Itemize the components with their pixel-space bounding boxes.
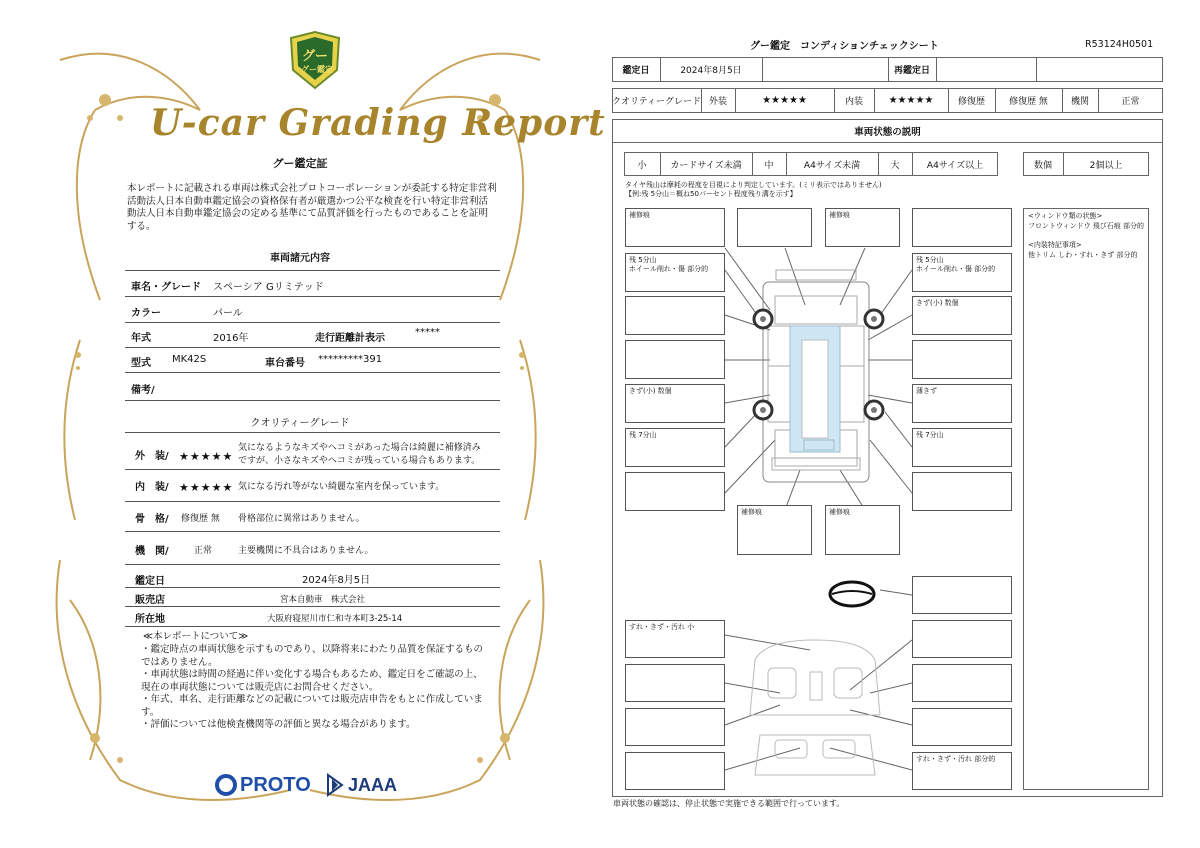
jaaa-logo (326, 771, 397, 799)
rt-box-7: 残 7分山 (912, 428, 1012, 467)
sheet-footer: 車両状態の確認は、停止状態で実施できる範囲で行っています。 (613, 799, 845, 808)
condition-heading: 車両状態の説明 (854, 127, 921, 138)
chassis-label: 車台番号 (265, 358, 305, 369)
color-label: カラー (131, 308, 161, 319)
size-small-label: 小 (637, 160, 647, 171)
engine-value: 正常 (194, 546, 213, 556)
in-box-1: すれ・きず・汚れ 小 (625, 620, 725, 658)
size-large-desc: A4サイズ以上 (926, 160, 984, 171)
count-label: 数個 (1033, 160, 1052, 171)
lt-box-1: 補修痕 (625, 208, 725, 247)
condition-check-sheet (600, 0, 1200, 848)
rt-box-1 (912, 208, 1012, 247)
size-mid-label: 中 (764, 160, 774, 171)
address-value: 大阪府寝屋川市仁和寺本町3-25-14 (267, 614, 403, 624)
note-item: ・鑑定時点の車両状態を示すものであり、以降将来にわたり品質を保証するものではありません。 (141, 644, 484, 668)
interior-label: 内 装/ (135, 482, 169, 493)
bot-box-1: 補修痕 (737, 505, 812, 555)
interior-stars: ★★★★★ (179, 481, 234, 494)
goo-logo-text: グー鑑定 (301, 65, 333, 74)
engine-desc: 主要機関に不具合はありません。 (238, 546, 374, 556)
report-intro: 本レポートに記載される車両は株式会社プロトコーポレーションが委託する特定非営利活動法人日本自動車鑑定協会の資格保有者が厳選かつ公平な検査を行い特定非営利活動法人日本自動車鑑定協会の定める基準にて品質評価を行ったものであることを証明する。 (127, 183, 497, 232)
in-box-4 (625, 752, 725, 790)
redate-label: 再鑑定日 (893, 66, 930, 76)
lt-box-7: きず(小) 数個 (625, 384, 725, 423)
goo-kantei-logo (287, 30, 343, 90)
lt-box-9 (625, 472, 725, 511)
rt-box-8 (912, 472, 1012, 511)
sheet-repair-label: 修復歴 (957, 97, 985, 107)
in-box-2 (625, 664, 725, 702)
sheet-date-label: 鑑定日 (622, 66, 650, 76)
jaaa-mark-icon (326, 773, 344, 797)
rt-box-6: 薄きず (912, 384, 1012, 423)
proto-mark-icon (215, 774, 237, 796)
interior-desc: 気になる汚れ等がない綺麗な室内を保っています。 (238, 482, 445, 492)
in-box-r1 (912, 576, 1012, 614)
size-small-desc: カードサイズ未満 (670, 160, 742, 171)
top-box-2 (737, 208, 812, 247)
mileage-value: ***** (415, 327, 440, 338)
sheet-engine-value: 正常 (1121, 97, 1140, 107)
sheet-quality-label: クオリティーグレード (611, 97, 702, 107)
spec-heading: 車両諸元内容 (270, 253, 330, 264)
count-desc: 2個以上 (1089, 160, 1123, 171)
sheet-date-value: 2024年8月5日 (680, 66, 742, 76)
notes-list (141, 644, 491, 732)
frame-desc: 骨格部位に異常はありません。 (238, 514, 365, 524)
window-title: <ウィンドウ類の状態> (1028, 212, 1103, 220)
sheet-interior-label: 内装 (844, 97, 863, 107)
rt-box-5 (912, 340, 1012, 379)
chassis-value: *********391 (318, 354, 383, 365)
sheet-interior-stars: ★★★★★ (888, 95, 934, 106)
window-desc: フロントウィンドウ 飛び石痕 部分的 (1028, 222, 1145, 230)
lt-box-8: 残 7分山 (625, 428, 725, 467)
address-label: 所在地 (135, 614, 165, 625)
note-item: ・評価については他検査機関等の評価と異なる場合があります。 (141, 719, 416, 730)
interior-desc: 他トリム しわ・すれ・きず 部分的 (1028, 251, 1138, 259)
report-title: U-car Grading Report (150, 102, 606, 144)
tire-note-2: 【例:残 5分山＝概ね50パーセント程度残り溝を示す】 (625, 190, 797, 198)
date-label: 鑑定日 (135, 576, 165, 587)
in-box-r5: すれ・きず・汚れ 部分的 (912, 752, 1012, 790)
mileage-label: 走行距離計表示 (315, 333, 385, 344)
rt-box-4: きず(小) 数個 (912, 296, 1012, 335)
rt-box-3: 残 5分山 ホイール削れ・傷 部分的 (912, 253, 1012, 292)
engine-label: 機 関/ (135, 546, 169, 557)
color-value: パール (213, 308, 243, 319)
year-value: 2016年 (213, 333, 249, 344)
lt-box-5 (625, 340, 725, 379)
exterior-desc-1: 気になるようなキズやヘコミがあった場合は綺麗に補修済み (238, 443, 481, 453)
size-large-label: 大 (890, 160, 900, 171)
year-label: 年式 (131, 333, 151, 344)
model-value: MK42S (172, 354, 207, 365)
notes-panel (1023, 208, 1149, 790)
notes-heading: ≪本レポートについて≫ (143, 631, 249, 642)
frame-value: 修復歴 無 (181, 514, 220, 524)
sheet-exterior-label: 外装 (708, 97, 727, 107)
lt-box-3: 残 5分山 ホイール削れ・傷 部分的 (625, 253, 725, 292)
size-mid-desc: A4サイズ未満 (803, 160, 861, 171)
car-name-value: スペーシア Gリミテッド (213, 282, 324, 293)
note-item: ・年式、車名、走行距離などの記載については販売店申告をもとに作成しています。 (141, 694, 483, 718)
in-box-3 (625, 708, 725, 746)
sheet-engine-label: 機関 (1070, 97, 1089, 107)
in-box-r3 (912, 664, 1012, 702)
dealer-label: 販売店 (135, 595, 165, 606)
lt-box-4 (625, 296, 725, 335)
frame-label: 骨 格/ (135, 514, 169, 525)
tire-note-1: タイヤ残山は摩耗の程度を目視により判定しています。(ミリ表示ではありません) (625, 181, 882, 189)
jaaa-logo-text: JAAA (348, 774, 398, 795)
quality-heading: クオリティーグレード (250, 418, 350, 429)
exterior-desc-2: ですが、小さなキズやヘコミが残っている場合もあります。 (238, 456, 481, 466)
svg-text:グー: グー (301, 49, 329, 64)
top-box-3: 補修痕 (825, 208, 900, 247)
note-item: ・車両状態は時間の経過に伴い変化する場合もあるため、鑑定日をご確認の上、現在の車両状態については販売店にお問合せください。 (141, 669, 483, 693)
sheet-exterior-stars: ★★★★★ (762, 95, 807, 106)
car-name-label: 車名・グレード (131, 282, 201, 293)
exterior-stars: ★★★★★ (179, 450, 234, 463)
model-label: 型式 (131, 358, 151, 369)
dealer-value: 宮本自動車 株式会社 (280, 595, 366, 605)
sheet-id: R53124H0501 (1085, 39, 1154, 50)
report-subtitle: グー鑑定証 (272, 157, 328, 170)
sheet-repair-value: 修復歴 無 (1009, 97, 1048, 107)
bot-box-2: 補修痕 (825, 505, 900, 555)
remarks-label: 備考/ (131, 385, 155, 396)
proto-logo-text: PROTO (240, 773, 311, 796)
sheet-title: グー鑑定 コンディションチェックシート (750, 41, 939, 52)
date-value: 2024年8月5日 (302, 575, 371, 586)
in-box-r4 (912, 708, 1012, 746)
in-box-r2 (912, 620, 1012, 658)
exterior-label: 外 装/ (135, 451, 169, 462)
proto-logo (215, 771, 311, 799)
interior-title: <内装特記事項> (1028, 241, 1082, 249)
